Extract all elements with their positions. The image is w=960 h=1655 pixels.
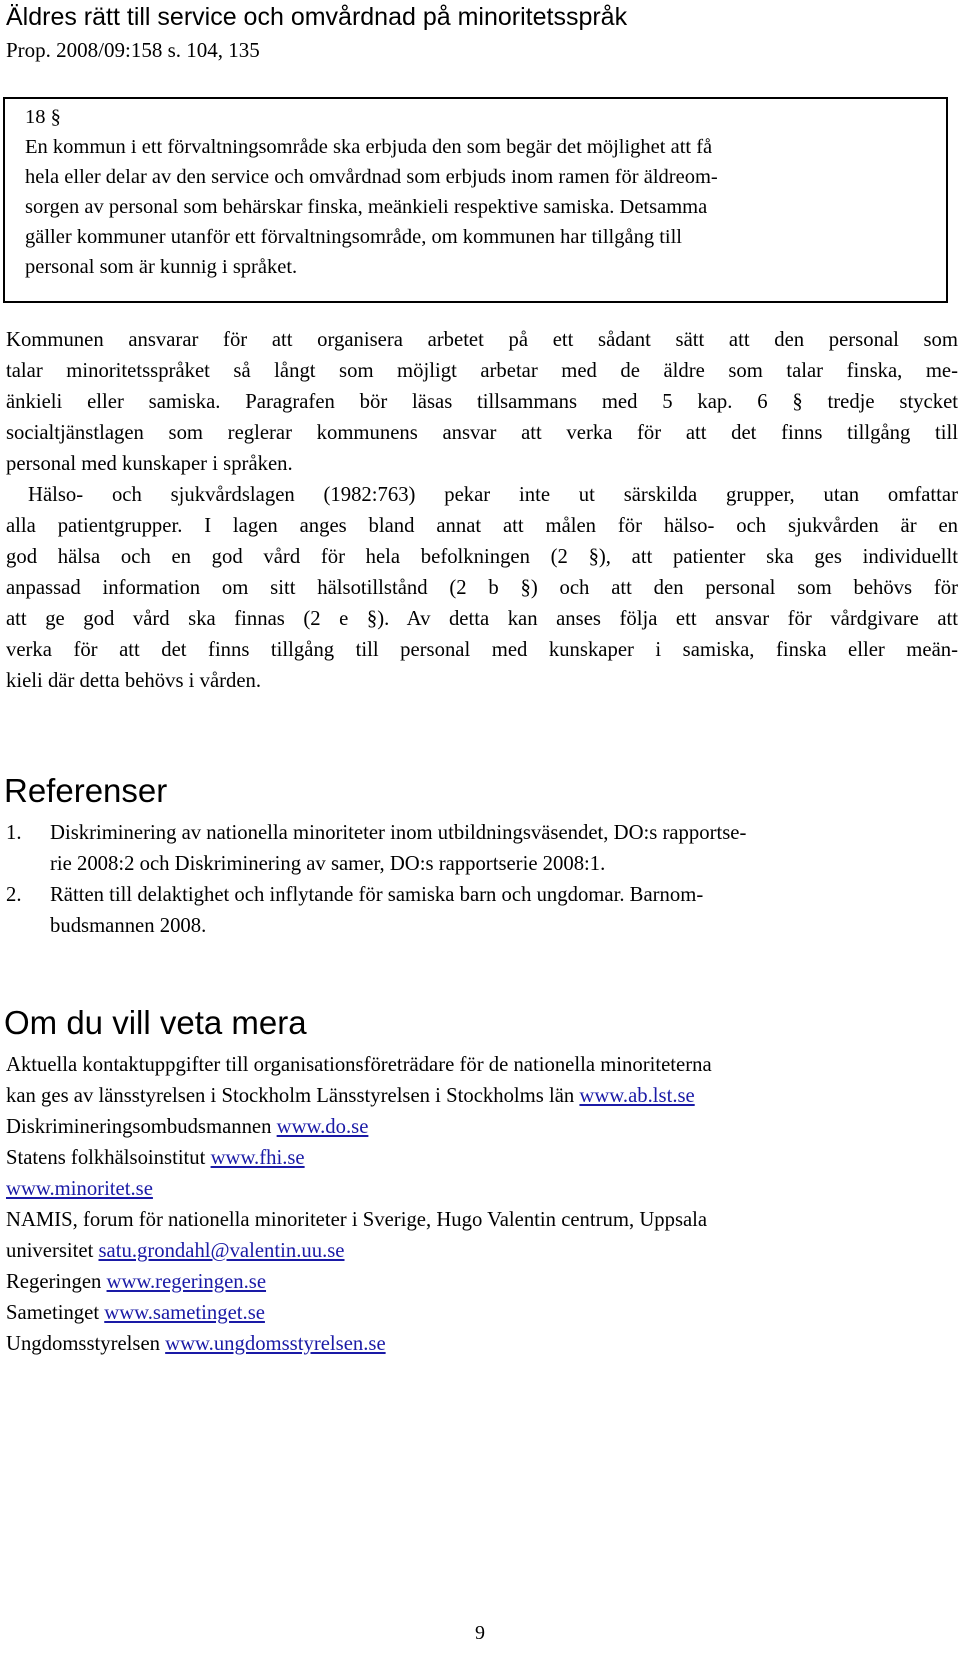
box-line: personal som är kunnig i språket. xyxy=(25,256,298,278)
link-namis-email[interactable]: satu.grondahl@valentin.uu.se xyxy=(98,1240,345,1262)
box-section-number: 18 § xyxy=(25,106,61,128)
link-ab-lst[interactable]: www.ab.lst.se xyxy=(579,1085,695,1107)
paragraph-line: kieli där detta behövs i vården. xyxy=(6,670,262,692)
law-text-box xyxy=(3,97,948,303)
contact-label: kan ges av länsstyrelsen i Stockholm Länsstyrelsen i Stockholms län xyxy=(6,1085,580,1107)
page-number: 9 xyxy=(475,1622,485,1644)
contact-row xyxy=(6,1081,712,1112)
contact-row xyxy=(6,1267,712,1298)
contact-row xyxy=(6,1143,712,1174)
link-regeringen[interactable]: www.regeringen.se xyxy=(106,1271,267,1293)
link-sametinget[interactable]: www.sametinget.se xyxy=(104,1302,265,1324)
paragraph-line: Kommunen ansvarar för att organisera arbetet på ett sådant sätt att den personal som xyxy=(6,329,958,351)
contact-list xyxy=(6,1050,712,1360)
contact-label: universitet xyxy=(6,1240,99,1262)
reference-item xyxy=(6,818,958,880)
reference-number: 2. xyxy=(6,884,22,906)
contact-row xyxy=(6,1236,712,1267)
paragraph-line: att ge god vård ska finnas (2 e §). Av detta kan anses följa ett ansvar för vårdgivare att xyxy=(6,608,958,630)
contact-intro: Aktuella kontaktuppgifter till organisationsföreträdare för de nationella minoriteterna xyxy=(6,1054,712,1076)
paragraph-health-law xyxy=(6,480,958,697)
paragraph-line: socialtjänstlagen som reglerar kommunens ansvar att verka för att det finns tillgång till xyxy=(6,422,958,444)
contact-label: Diskrimineringsombudsmannen xyxy=(6,1116,277,1138)
box-line: En kommun i ett förvaltningsområde ska erbjuda den som begär det möjlighet att få xyxy=(25,136,713,158)
contact-row xyxy=(6,1112,712,1143)
link-fhi[interactable]: www.fhi.se xyxy=(210,1147,305,1169)
contact-label: Sametinget xyxy=(6,1302,105,1324)
paragraph-line: änkieli eller samiska. Paragrafen bör läsas tillsammans med 5 kap. 6 § tredje stycket xyxy=(6,391,958,413)
contact-row xyxy=(6,1329,712,1360)
reference-item xyxy=(6,880,958,942)
box-line: gäller kommuner utanför ett förvaltningsområde, om kommunen har tillgång till xyxy=(25,226,682,248)
proposition-reference: Prop. 2008/09:158 s. 104, 135 xyxy=(6,38,260,62)
references-heading: Referenser xyxy=(4,772,168,809)
paragraph-line: god hälsa och en god vård för hela befolkningen (2 §), att patienter ska ges individuellt xyxy=(6,546,958,568)
paragraph-line: Hälso- och sjukvårdslagen (1982:763) pekar inte ut särskilda grupper, utan omfattar xyxy=(28,484,958,506)
reference-line: rie 2008:2 och Diskriminering av samer, DO:s rapportserie 2008:1. xyxy=(50,853,606,875)
document-title: Äldres rätt till service och omvårdnad på minoritetsspråk xyxy=(6,3,628,31)
contact-label: Statens folkhälsoinstitut xyxy=(6,1147,211,1169)
paragraph-line: alla patientgrupper. I lagen anges bland annat att målen för hälso- och sjukvården är en xyxy=(6,515,958,537)
link-minoritet[interactable]: www.minoritet.se xyxy=(6,1178,153,1200)
paragraph-line: talar minoritetsspråket så långt som möjligt arbetar med de äldre som talar finska, me- xyxy=(6,360,958,382)
link-do[interactable]: www.do.se xyxy=(276,1116,369,1138)
contact-row xyxy=(6,1298,712,1329)
contact-row xyxy=(6,1174,712,1205)
reference-line: budsmannen 2008. xyxy=(50,915,207,937)
reference-number: 1. xyxy=(6,822,22,844)
contact-label: Ungdomsstyrelsen xyxy=(6,1333,166,1355)
paragraph-line: verka för att det finns tillgång till personal med kunskaper i samiska, finska eller meän- xyxy=(6,639,958,661)
box-line: sorgen av personal som behärskar finska, meänkieli respektive samiska. Detsamma xyxy=(25,196,708,218)
reference-line: Rätten till delaktighet och inflytande för samiska barn och ungdomar. Barnom- xyxy=(50,884,704,906)
reference-line: Diskriminering av nationella minoriteter inom utbildningsväsendet, DO:s rapportse- xyxy=(50,822,747,844)
paragraph-municipality xyxy=(6,325,958,480)
contact-namis: NAMIS, forum för nationella minoriteter i Sverige, Hugo Valentin centrum, Uppsala xyxy=(6,1209,708,1231)
contact-label: Regeringen xyxy=(6,1271,107,1293)
box-line: hela eller delar av den service och omvårdnad som erbjuds inom ramen för äldreom- xyxy=(25,166,718,188)
paragraph-line: anpassad information om sitt hälsotillstånd (2 b §) och att den personal som behövs för xyxy=(6,577,958,599)
paragraph-line: personal med kunskaper i språken. xyxy=(6,453,293,475)
link-ungdomsstyrelsen[interactable]: www.ungdomsstyrelsen.se xyxy=(165,1333,386,1355)
more-info-heading: Om du vill veta mera xyxy=(4,1004,307,1041)
